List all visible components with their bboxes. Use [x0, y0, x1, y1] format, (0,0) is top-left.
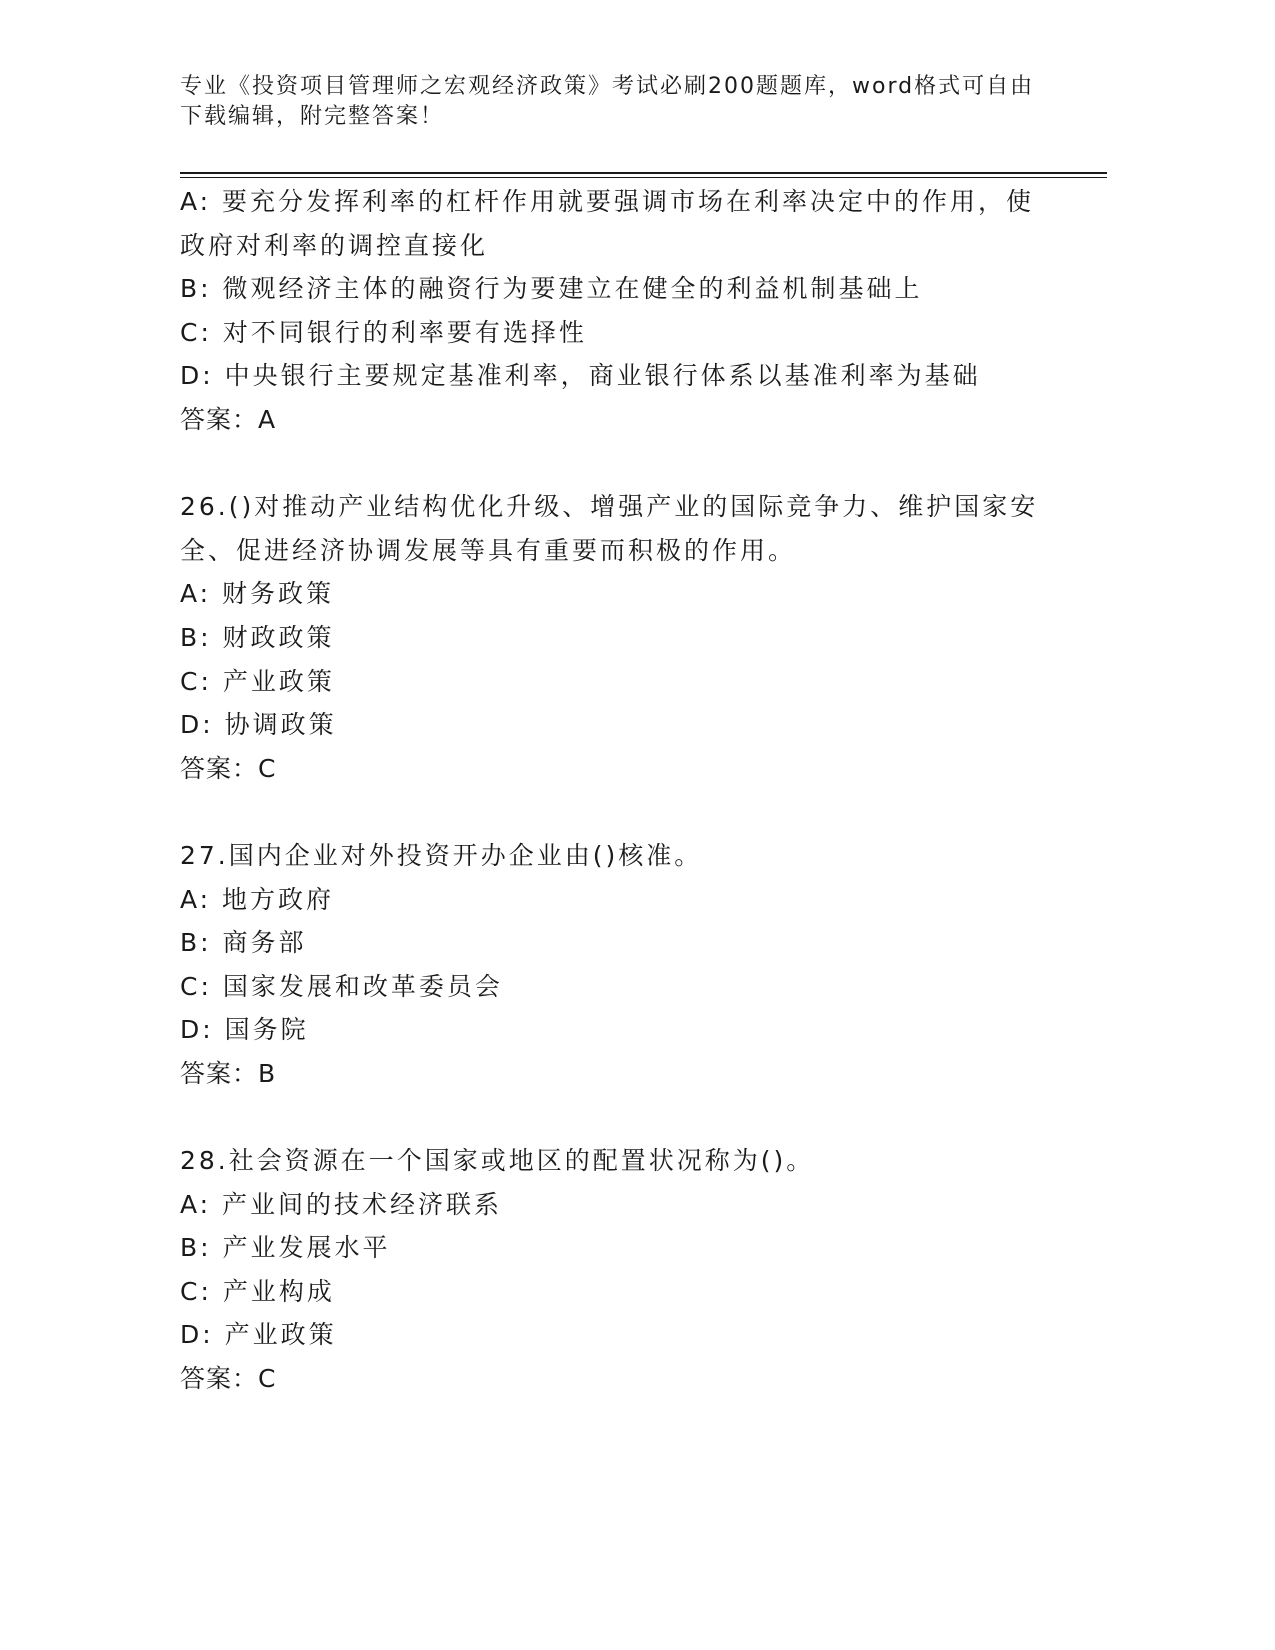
- header-line-1: 专业《投资项目管理师之宏观经济政策》考试必刷200题题库，word格式可自由: [180, 74, 1035, 99]
- question-25: [180, 180, 1050, 442]
- option-a: A: 财务政策: [180, 579, 335, 609]
- option-b: B: 产业发展水平: [180, 1233, 391, 1263]
- option-c: C: 国家发展和改革委员会: [180, 971, 503, 1001]
- answer: 答案：C: [180, 753, 277, 783]
- question-27: [180, 834, 1050, 1096]
- document-header: [180, 72, 1060, 132]
- question-stem: 28.社会资源在一个国家或地区的配置状况称为()。: [180, 1146, 815, 1176]
- option-b: B: 微观经济主体的融资行为要建立在健全的利益机制基础上: [180, 274, 923, 304]
- option-a: A: 地方政府: [180, 884, 335, 914]
- option-a-line-2: 政府对利率的调控直接化: [180, 230, 489, 260]
- header-rule-thin: [180, 177, 1107, 178]
- spacer: [180, 1095, 1050, 1139]
- option-c: C: 对不同银行的利率要有选择性: [180, 317, 587, 347]
- header-rule-thick: [180, 172, 1107, 174]
- option-c: C: 产业构成: [180, 1276, 335, 1306]
- question-26: [180, 485, 1050, 790]
- question-stem-line-2: 全、促进经济协调发展等具有重要而积极的作用。: [180, 535, 797, 565]
- option-c: C: 产业政策: [180, 666, 335, 696]
- answer: 答案：A: [180, 404, 277, 434]
- option-b: B: 财政政策: [180, 622, 335, 652]
- question-stem: 27.国内企业对外投资开办企业由()核准。: [180, 840, 703, 870]
- answer: 答案：B: [180, 1058, 277, 1088]
- option-d: D: 协调政策: [180, 710, 337, 740]
- question-stem-line-1: 26.()对推动产业结构优化升级、增强产业的国际竞争力、维护国家安: [180, 492, 1039, 522]
- spacer: [180, 442, 1050, 486]
- option-d: D: 国务院: [180, 1015, 309, 1045]
- option-a: A: 产业间的技术经济联系: [180, 1189, 503, 1219]
- option-d: D: 产业政策: [180, 1320, 337, 1350]
- question-28: [180, 1139, 1050, 1401]
- answer: 答案：C: [180, 1364, 277, 1394]
- spacer: [180, 790, 1050, 834]
- option-d: D: 中央银行主要规定基准利率，商业银行体系以基准利率为基础: [180, 361, 981, 391]
- header-line-2: 下载编辑，附完整答案！: [180, 104, 445, 129]
- question-list: [180, 180, 1050, 1401]
- option-a-line-1: A: 要充分发挥利率的杠杆作用就要强调市场在利率决定中的作用，使: [180, 187, 1035, 216]
- option-b: B: 商务部: [180, 928, 307, 958]
